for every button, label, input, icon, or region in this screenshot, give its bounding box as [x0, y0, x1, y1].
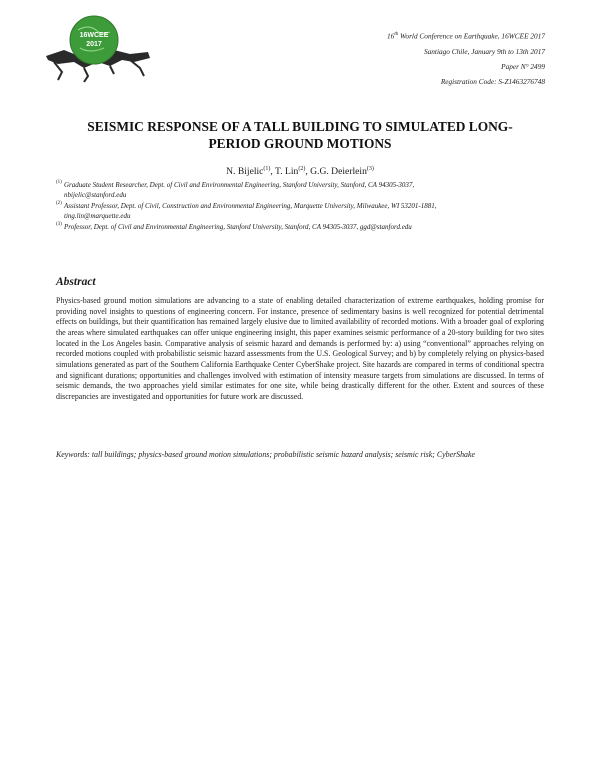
author-mark: (3)	[366, 166, 374, 172]
paper-number: Paper N° 2499	[501, 61, 545, 71]
affiliation-item	[56, 222, 544, 232]
abstract-text: Physics-based ground motion simulations are advancing to a state of enabling detailed characterization of extreme earthquakes, holding promise for providing novel insights to questions of engineering concern. For instance, presence of sedimentary basins is well recognized for potential detrimental effects on buildings, but their quantification has remained largely elusive due to limited availability of recorded motions. With a broader goal of exploring the areas where simulated earthquakes can offer unique engineering insight, this paper examines seismic performance of a 20-story building for two sites located in the Los Angeles basin. Comparative analysis of seismic hazard and demands is performed by: a) using “conventional” approaches relying on recorded motions coupled with probabilistic seismic hazard assessments from the U.S. Geological Survey; and b) by completely relying on physics-based simulations generated as part of the Southern California Earthquake Center CyberShake project. Site hazards are compared in terms of conditional spectra and significant durations; opportunities and challenges involved with estimation of intensity measure targets from simulations are discussed. In terms of seismic demands, the two approaches yield similar estimates for one site, while being drastically different for the other. Extent and sources of these discrepancies are investigated and opportunities for future work are discussed.	[56, 296, 544, 401]
abstract-heading: Abstract	[56, 276, 96, 288]
author-list: N. Bijelic$^{(1)}$, T. Lin$^{(2)}$, G.G. Deierlein$^{(3)}$	[226, 166, 374, 178]
conference-name	[285, 27, 545, 44]
keywords: Keywords: tall buildings; physics-based ground motion simulations; probabilistic seismic hazard analysis; seismic risk; CyberShake	[56, 450, 475, 459]
author-mark: (1)	[263, 166, 271, 172]
affiliation-mark: (1)	[56, 180, 62, 185]
affiliation-email[interactable]: nbijelic@stanford.edu	[64, 191, 127, 199]
conference-logo	[44, 10, 152, 84]
author-name: G.G. Deierlein	[310, 166, 367, 178]
conference-edition: 16	[387, 31, 395, 41]
logo-text-bottom: 2017	[86, 41, 102, 48]
globe-logo-icon	[44, 10, 152, 84]
affiliation-mark: (3)	[56, 222, 62, 227]
affiliation-text: Assistant Professor, Dept. of Civil, Construction and Environmental Engineering, Marquette University, Milwaukee, WI 53201-1881,	[64, 202, 437, 210]
conference-title: World Conference on Earthquake, 16WCEE 2017	[398, 31, 545, 41]
affiliation-text: Professor, Dept. of Civil and Environmental Engineering, Stanford University, Stanford, CA 94305-3037, ggd@stanford.edu	[64, 223, 412, 231]
author-name: T. Lin	[275, 166, 299, 178]
affiliation-mark: (2)	[56, 201, 62, 206]
affiliation-email[interactable]: ting.lin@marquette.edu	[64, 212, 131, 220]
author-mark: (2)	[298, 166, 306, 172]
author-name: N. Bijelic	[226, 166, 264, 178]
paper-title: SEISMIC RESPONSE OF A TALL BUILDING TO SIMULATED LONG-PERIOD GROUND MOTIONS	[87, 119, 513, 151]
registration-code: Registration Code: S-Z1463276748	[440, 77, 545, 87]
abstract-body	[56, 296, 544, 403]
affiliation-item	[56, 180, 544, 200]
affiliation-text: Graduate Student Researcher, Dept. of Civil and Environmental Engineering, Stanford University, Stanford, CA 94305-3037,	[64, 181, 415, 189]
conference-info	[285, 27, 545, 89]
logo-text-top: 16WCEE	[79, 32, 109, 39]
conference-edition-suffix: th	[394, 32, 399, 37]
affiliation-item	[56, 201, 544, 221]
conference-location: Santiago Chile, January 9th to 13th 2017	[423, 46, 545, 56]
affiliation-list	[56, 180, 544, 233]
